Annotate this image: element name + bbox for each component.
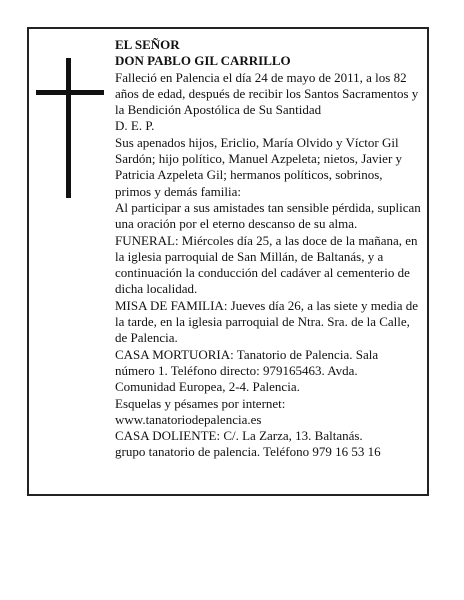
- condolences-website: www.tanatoriodepalencia.es: [115, 411, 262, 427]
- funeral-home-details: CASA MORTUORIA: Tanatorio de Palencia. Sala número 1. Teléfono directo: 979165463. Avda. Comunidad Europea, 2-4. Palencia.: [115, 346, 379, 395]
- obituary-text: [115, 37, 421, 461]
- cross-horizontal-bar: [36, 90, 104, 95]
- heading-title: EL SEÑOR: [115, 37, 180, 52]
- internet-condolences-label: Esquelas y pésames por internet:: [115, 395, 286, 411]
- family-list: Sus apenados hijos, Ericlio, María Olvido y Víctor Gil Sardón; hijo político, Manuel Azpeleta; nietos, Javier y Patricia Azpeleta Gil; hermanos políticos, sobrinos, primos y demás familia:: [115, 134, 403, 199]
- deceased-name: DON PABLO GIL CARRILLO: [115, 53, 291, 69]
- prayer-request: Al participar a sus amistades tan sensible pérdida, suplican una oración por el eterno descanso de su alma.: [115, 199, 421, 232]
- family-mass-details: MISA DE FAMILIA: Jueves día 26, a las siete y media de la tarde, en la iglesia parroquial de Ntra. Sra. de la Calle, de Palencia.: [115, 297, 419, 346]
- rip-line: D. E. P.: [115, 118, 155, 134]
- cross-icon: [36, 58, 104, 198]
- cross-vertical-bar: [66, 58, 71, 198]
- funeral-details: FUNERAL: Miércoles día 25, a las doce de la mañana, en la iglesia parroquial de San Millán, de Baltanás, y a continuación la conducción del cadáver al cementerio de dicha localidad.: [115, 232, 418, 297]
- death-announcement: Falleció en Palencia el día 24 de mayo de 2011, a los 82 años de edad, después de recibir los Santos Sacramentos y la Bendición Apostólica de Su Santidad: [115, 69, 419, 118]
- funeral-group-phone: grupo tanatorio de palencia. Teléfono 979 16 53 16: [115, 444, 381, 460]
- family-home-address: CASA DOLIENTE: C/. La Zarza, 13. Baltanás.: [115, 428, 363, 444]
